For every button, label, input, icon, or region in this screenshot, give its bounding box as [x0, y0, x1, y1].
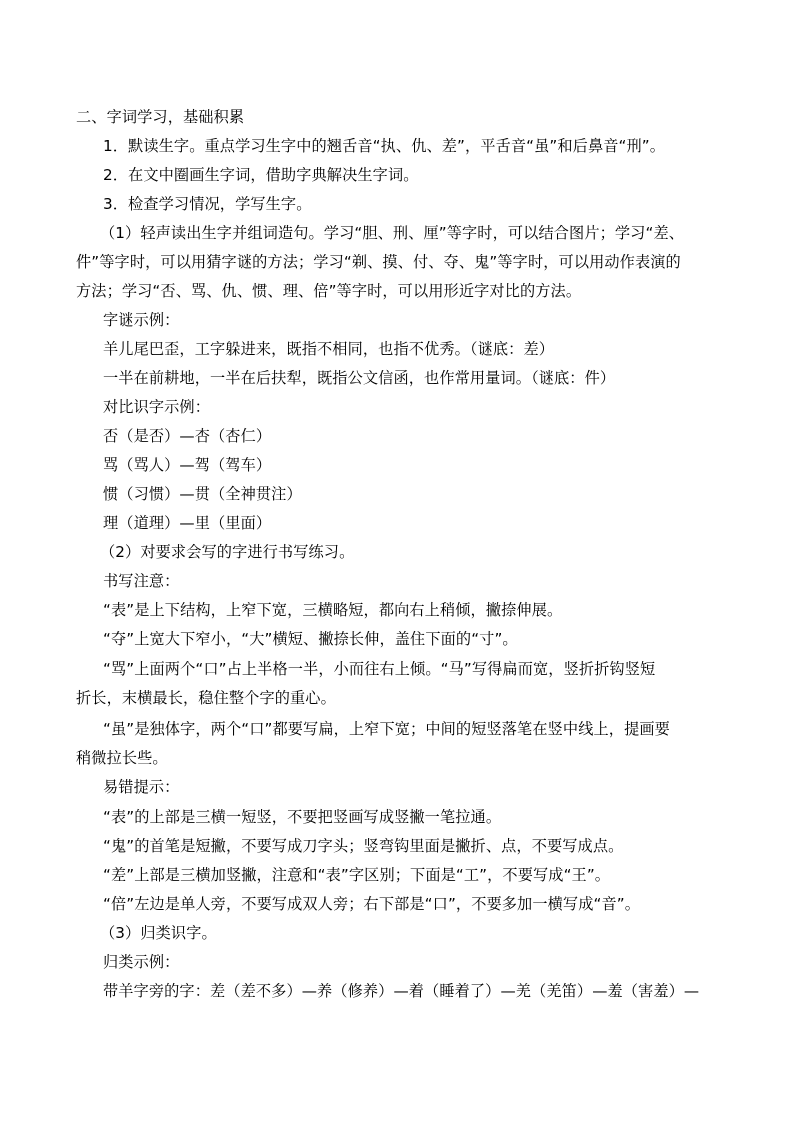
section-heading: 二、字词学习，基础积累	[76, 108, 245, 126]
paragraph-1-line-2: 件”等字时，可以用猜字谜的方法；学习“剃、摸、付、夺、鬼”等字时，可以用动作表演的	[76, 253, 681, 271]
compare-title: 对比识字示例：	[103, 398, 211, 416]
error-tip-3: “差”上部是三横加竖撇，注意和“表”字区别；下面是“工”，不要写成“王”。	[103, 866, 611, 884]
error-tip-4: “倍”左边是单人旁，不要写成双人旁；右下部是“口”，不要多加一横写成“音”。	[103, 895, 641, 913]
riddle-title: 字谜示例：	[103, 311, 180, 329]
writing-note-3-line-1: “骂”上面两个“口”占上半格一半，小而往右上倾。“马”写得扁而宽，竖折折钩竖短	[103, 660, 656, 678]
class-example-1: 带羊字旁的字：差（差不多）—养（修养）—着（睡着了）—羌（羌笛）—羞（害羞）—	[103, 982, 700, 1000]
errors-title: 易错提示：	[103, 778, 180, 796]
paragraph-2: （2）对要求会写的字进行书写练习。	[100, 543, 355, 561]
error-tip-1: “表”的上部是三横一短竖，不要把竖画写成竖撇一笔拉通。	[103, 808, 502, 826]
riddle-example-1: 羊儿尾巴歪，工字躲进来，既指不相同，也指不优秀。（谜底：差）	[103, 340, 555, 358]
paragraph-1-line-1: （1）轻声读出生字并组词造句。学习“胆、刑、厘”等字时，可以结合图片；学习“差、	[100, 224, 685, 242]
class-title: 归类示例：	[103, 953, 180, 971]
writing-note-1: “表”是上下结构，上窄下宽，三横略短，都向右上稍倾，撇捺伸展。	[103, 601, 563, 619]
writing-note-4-line-2: 稍微拉长些。	[76, 749, 168, 767]
compare-example-3: 惯（习惯）—贯（全神贯注）	[103, 485, 302, 503]
paragraph-1-line-3: 方法；学习“否、骂、仇、惯、理、倍”等字时，可以用形近字对比的方法。	[76, 282, 582, 300]
error-tip-2: “鬼”的首笔是短撇，不要写成刀字头；竖弯钩里面是撇折、点，不要写成点。	[103, 837, 624, 855]
writing-note-2: “夺”上宽大下窄小，“大”横短、撇捺长伸，盖住下面的“寸”。	[103, 630, 518, 648]
writing-note-3-line-2: 折长，末横最长，稳住整个字的重心。	[76, 689, 336, 707]
step-2: 2．在文中圈画生字词，借助字典解决生字词。	[103, 166, 419, 184]
compare-example-2: 骂（骂人）—驾（驾车）	[103, 456, 272, 474]
writing-title: 书写注意：	[103, 572, 180, 590]
step-1: 1．默读生字。重点学习生字中的翘舌音“执、仇、差”，平舌音“虽”和后鼻音“刑”。	[103, 137, 666, 155]
riddle-example-2: 一半在前耕地，一半在后扶犁，既指公文信函，也作常用量词。（谜底：件）	[103, 369, 616, 387]
paragraph-3: （3）归类识字。	[100, 924, 217, 942]
compare-example-4: 理（道理）—里（里面）	[103, 514, 272, 532]
writing-note-4-line-1: “虽”是独体字，两个“口”都要写扁，上窄下宽；中间的短竖落笔在竖中线上，提画要	[103, 720, 670, 738]
compare-example-1: 否（是否）—杏（杏仁）	[103, 427, 272, 445]
step-3: 3．检查学习情况，学写生字。	[103, 195, 312, 213]
